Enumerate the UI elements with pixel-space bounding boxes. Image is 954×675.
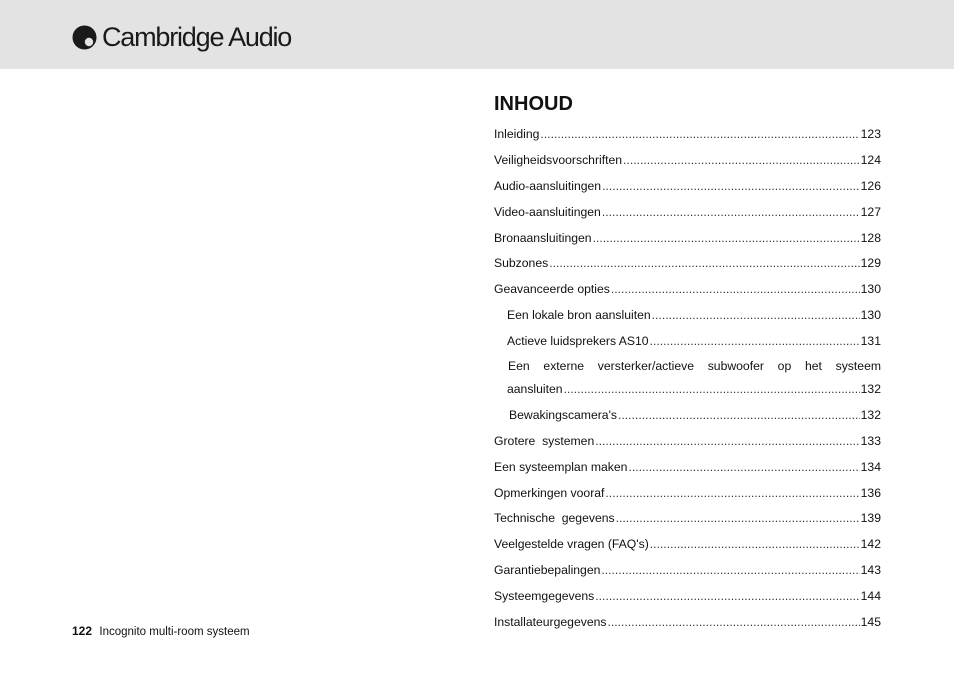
toc-entry-page: 131 <box>860 334 881 349</box>
toc-entry-page: 134 <box>860 459 881 474</box>
toc-entry[interactable] <box>494 122 881 148</box>
toc-subentry[interactable] <box>494 403 881 429</box>
dot-leader <box>605 481 859 507</box>
dot-leader <box>623 148 860 174</box>
toc-entry[interactable] <box>494 429 881 455</box>
toc-entry-label: Veiligheidsvoorschriften <box>494 152 623 167</box>
toc-entry-label: Subzones <box>494 256 549 271</box>
dot-leader <box>601 558 859 584</box>
toc-entry-label: Een systeemplan maken <box>494 459 628 474</box>
page-header <box>0 0 954 69</box>
dot-leader <box>652 303 860 329</box>
toc-entry-label: Technische gegevens <box>494 511 615 526</box>
footer-text: Incognito multi-room systeem <box>99 626 250 638</box>
toc-entry-page: 136 <box>860 485 881 500</box>
dot-leader <box>595 429 859 455</box>
toc-entry-label: Een lokale bron aansluiten <box>507 308 651 323</box>
toc-entry[interactable] <box>494 532 881 558</box>
toc-entry-page: 130 <box>860 282 881 297</box>
toc-entry[interactable] <box>494 455 881 481</box>
dot-leader <box>628 455 859 481</box>
toc-entry-label: Audio-aansluitingen <box>494 178 602 193</box>
toc-entry[interactable] <box>494 277 881 303</box>
page-number: 122 <box>72 624 93 638</box>
dot-leader <box>602 200 860 226</box>
dot-leader <box>618 403 860 429</box>
table-of-contents <box>494 90 881 636</box>
toc-entry-label: Veelgestelde vragen (FAQ's) <box>494 537 649 552</box>
toc-entry-label: Systeemgegevens <box>494 589 595 604</box>
toc-entry-page: 129 <box>860 256 881 271</box>
toc-subentry[interactable] <box>494 303 881 329</box>
toc-entry-label: aansluiten <box>507 382 563 397</box>
dot-leader <box>549 251 859 277</box>
toc-entry[interactable] <box>494 200 881 226</box>
dot-leader <box>607 610 859 636</box>
toc-entry-label: Inleiding <box>494 127 540 141</box>
toc-entry-page: 123 <box>860 127 881 141</box>
toc-title: INHOUD <box>494 93 573 115</box>
dot-leader <box>595 584 859 610</box>
toc-entry-page: 130 <box>860 308 881 323</box>
toc-entry[interactable] <box>494 226 881 252</box>
cambridge-audio-logo-icon <box>72 25 97 50</box>
toc-entry[interactable] <box>494 506 881 532</box>
toc-entry[interactable] <box>494 481 881 507</box>
dot-leader <box>650 532 860 558</box>
toc-entry-label: Garantiebepalingen <box>494 563 601 578</box>
brand-logo <box>72 20 291 54</box>
toc-entry-page: 142 <box>860 537 881 552</box>
toc-entry-page: 139 <box>860 511 881 526</box>
toc-entry-label-line1: Een externe versterker/actieve subwoofer op het systeem <box>508 359 881 374</box>
toc-entry-page: 127 <box>860 204 881 219</box>
dot-leader <box>611 277 860 303</box>
toc-entry-label: Grotere systemen <box>494 433 595 448</box>
toc-entry[interactable] <box>494 558 881 584</box>
toc-entry-label: Bronaansluitingen <box>494 230 592 245</box>
dot-leader <box>564 377 860 403</box>
toc-entry-page: 126 <box>860 178 881 193</box>
toc-entry-label: Opmerkingen vooraf <box>494 485 605 500</box>
toc-entry-label: Video-aansluitingen <box>494 204 601 219</box>
toc-entry[interactable] <box>494 610 881 636</box>
dot-leader <box>616 506 860 532</box>
toc-entry[interactable] <box>494 584 881 610</box>
dot-leader <box>602 174 860 200</box>
dot-leader <box>650 329 860 355</box>
toc-entry-page: 124 <box>860 152 881 167</box>
toc-entry-page: 128 <box>860 230 881 245</box>
dot-leader <box>593 226 860 252</box>
toc-entry-label: Actieve luidsprekers AS10 <box>507 334 649 349</box>
dot-leader <box>540 122 859 148</box>
toc-entry-line2 <box>494 377 881 403</box>
toc-entry-page: 132 <box>860 407 881 422</box>
toc-subentry-multiline[interactable] <box>494 355 881 403</box>
toc-entry[interactable] <box>494 251 881 277</box>
toc-entry-page: 132 <box>860 382 881 397</box>
toc-entry-label: Geavanceerde opties <box>494 282 610 297</box>
page-footer <box>72 622 250 641</box>
toc-entry[interactable] <box>494 174 881 200</box>
toc-entry-page: 144 <box>860 589 881 604</box>
brand-name: Cambridge Audio <box>102 22 292 52</box>
toc-entry-page: 133 <box>860 433 881 448</box>
toc-entry-page: 143 <box>860 563 881 578</box>
toc-entry-label: Bewakingscamera's <box>509 407 617 422</box>
toc-subentry[interactable] <box>494 329 881 355</box>
toc-entry-page: 145 <box>860 615 881 630</box>
toc-entry-label: Installateurgegevens <box>494 615 607 630</box>
toc-entry[interactable] <box>494 148 881 174</box>
